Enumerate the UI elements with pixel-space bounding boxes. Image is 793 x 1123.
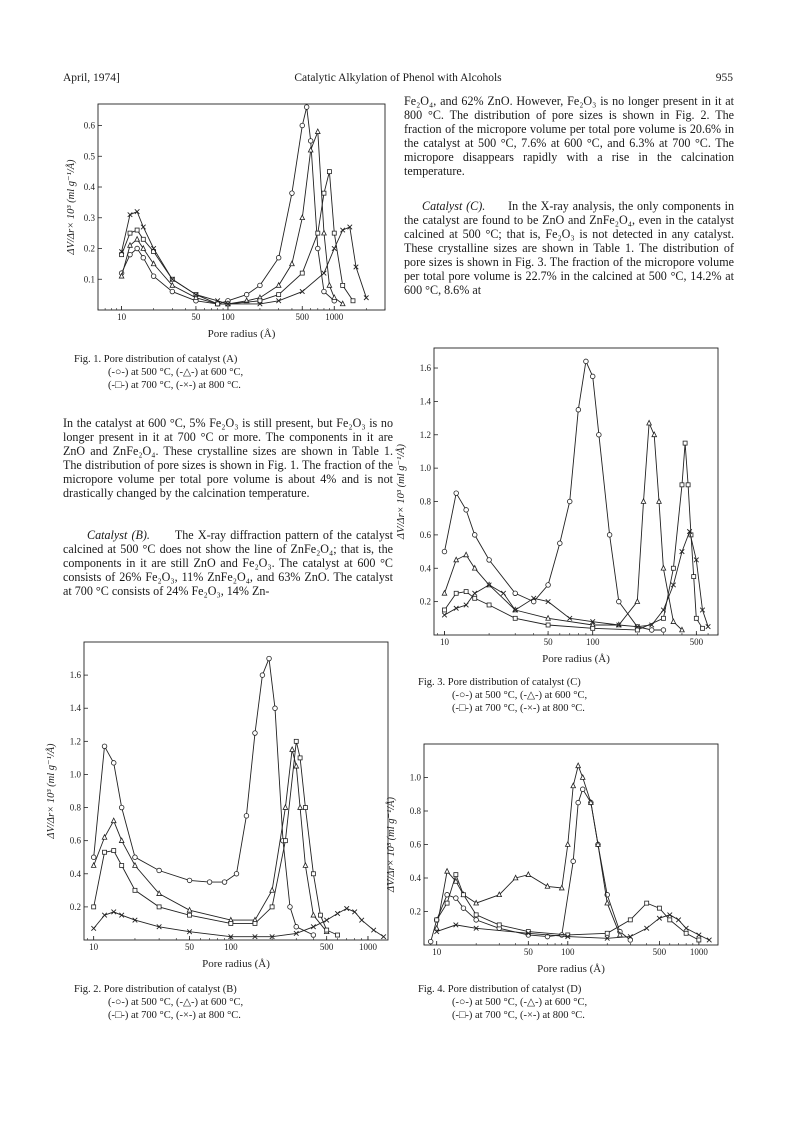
fig2-series-triangle-point	[290, 747, 295, 752]
fig2-x-tick-label: 10	[89, 942, 99, 952]
fig2-series-triangle-point	[133, 863, 138, 868]
figure-4-caption-line3: (-□-) at 700 °C, (-×-) at 800 °C.	[452, 1010, 585, 1021]
fig4-series-circle-point	[461, 906, 466, 911]
fig2-y-tick-label: 0.2	[69, 901, 81, 912]
fig3-series-square-point	[683, 441, 687, 445]
fig1-series-circle-point	[300, 123, 305, 128]
fig1-series-cross-point	[364, 295, 369, 300]
fig2-series-cross-point	[324, 918, 329, 923]
figure-3-caption-line2: (-○-) at 500 °C, (-△-) at 600 °C,	[452, 690, 588, 701]
fig1-series-cross-point	[322, 271, 327, 276]
figure-2-caption	[74, 983, 394, 1022]
fig2-series-cross-point	[91, 926, 96, 931]
fig4-y-tick-label: 0.4	[409, 873, 421, 883]
fig4-series-circle-point	[428, 939, 433, 944]
fig3-y-tick-label: 0.4	[419, 563, 431, 574]
fig2-series-circle-point	[234, 871, 239, 876]
fig3-y-tick-label: 1.6	[419, 363, 431, 374]
fig1-series-square-point	[327, 170, 331, 174]
fig2-series-cross-point	[111, 910, 116, 915]
fig2-series-triangle-point	[119, 838, 124, 843]
fig2-series-circle-point	[253, 731, 258, 736]
fig4-series-cross-point	[676, 918, 681, 923]
fig2-y-tick-label: 0.8	[69, 802, 81, 813]
fig3-series-circle-point	[576, 407, 581, 412]
fig4-series-square-point	[657, 906, 661, 910]
fig3-series-square-point	[473, 596, 477, 600]
fig4-x-tick-label: 1000	[689, 947, 708, 957]
figure-1-caption-line2: (-○-) at 500 °C, (-△-) at 600 °C,	[108, 367, 244, 378]
fig2-series-triangle-point	[111, 818, 116, 823]
fig3-x-axis-label: Pore radius (Å)	[542, 653, 610, 665]
fig1-series-square-point	[277, 293, 281, 297]
fig4-series-triangle-point	[580, 775, 585, 780]
right-paragraph-1: Fe₂O₄, and 62% ZnO. However, Fe₂O₃ is no longer present in it at 800 °C. The distribution of pore sizes is shown in Fig. 2. The fraction of the micropore volume per total pore volume is 20.6% in the catalyst at 500 °C, 7.6% at 600 °C, and 6.3% at 700 °C. The micropore disappears rapidly with a rise in the calcination temperature.	[404, 94, 734, 178]
figure-1-caption-line3: (-□-) at 700 °C, (-×-) at 800 °C.	[108, 380, 241, 391]
fig3-y-tick-label: 1.2	[419, 429, 431, 440]
fig1-x-tick-label: 500	[295, 312, 310, 322]
fig2-x-tick-label: 1000	[358, 942, 377, 952]
fig4-series-circle-point	[474, 918, 479, 923]
fig3-series-square-point	[591, 626, 595, 630]
fig1-series-square-point	[341, 283, 345, 287]
figure-3-chart	[396, 346, 722, 668]
fig1-series-triangle-point	[322, 230, 327, 235]
fig2-series-square-point	[120, 864, 124, 868]
fig2-y-tick-label: 0.4	[69, 868, 81, 879]
fig2-series-square-point	[103, 850, 107, 854]
fig4-plot-frame	[424, 744, 718, 945]
fig4-series-square-point	[684, 931, 688, 935]
fig2-series-square-point	[133, 888, 137, 892]
catalyst-b-heading: Catalyst (B).	[87, 528, 150, 542]
fig1-y-tick-label: 0.4	[83, 182, 95, 193]
fig4-x-tick-label: 50	[523, 947, 533, 957]
fig4-series-square-point	[697, 938, 701, 942]
fig4-series-square-point	[454, 873, 458, 877]
fig3-series-circle-point	[597, 432, 602, 437]
fig2-y-tick-label: 1.4	[69, 703, 81, 714]
fig4-series-square-point	[668, 918, 672, 922]
fig1-series-circle-point	[135, 246, 140, 251]
fig2-series-triangle-line	[94, 750, 327, 932]
fig3-series-cross-point	[501, 591, 506, 596]
fig1-y-tick-label: 0.1	[83, 274, 95, 285]
fig4-series-square-point	[435, 918, 439, 922]
catalyst-c-heading: Catalyst (C).	[422, 199, 486, 213]
fig3-series-cross-point	[442, 613, 447, 618]
fig2-series-circle-point	[222, 880, 227, 885]
left-paragraph-2	[63, 529, 393, 599]
fig4-series-circle-point	[454, 896, 459, 901]
fig3-series-triangle-point	[635, 599, 640, 604]
fig1-series-square-point	[128, 231, 132, 235]
fig1-series-cross-point	[141, 225, 146, 230]
fig4-series-square-point	[474, 913, 478, 917]
fig2-series-circle-point	[294, 924, 299, 929]
fig4-series-circle-line	[431, 789, 631, 942]
fig2-y-tick-label: 0.6	[69, 835, 81, 846]
fig2-series-circle-point	[207, 880, 212, 885]
fig2-series-square-point	[325, 928, 329, 932]
fig3-series-circle-point	[617, 599, 622, 604]
fig2-series-square-point	[92, 905, 96, 909]
fig4-series-triangle-point	[565, 842, 570, 847]
fig4-x-tick-label: 100	[561, 947, 575, 957]
figure-3-caption	[418, 676, 738, 715]
fig3-y-axis-label: ΔV/Δr× 10³ (ml g⁻¹/Å)	[396, 443, 407, 540]
figure-4-chart	[386, 742, 722, 980]
right-paragraph-2	[404, 200, 734, 298]
fig2-series-circle-point	[260, 673, 265, 678]
fig1-series-triangle-point	[315, 129, 320, 134]
fig3-series-circle-point	[661, 628, 666, 633]
fig2-series-circle-point	[244, 814, 249, 819]
figure-2-caption-line1: Fig. 2. Pore distribution of catalyst (B)	[74, 984, 237, 995]
fig2-series-square-point	[229, 921, 233, 925]
fig1-series-triangle-point	[340, 301, 345, 306]
fig2-series-cross-line	[94, 909, 384, 937]
fig3-x-tick-label: 500	[689, 637, 704, 647]
fig2-series-circle-point	[288, 905, 293, 910]
fig1-series-triangle-point	[327, 283, 332, 288]
fig3-series-circle-point	[472, 533, 477, 538]
page-header	[63, 72, 733, 90]
figure-2-caption-line2: (-○-) at 500 °C, (-△-) at 600 °C,	[108, 997, 244, 1008]
fig4-series-square-point	[445, 901, 449, 905]
fig4-x-tick-label: 500	[652, 947, 667, 957]
figure-2-caption-line3: (-□-) at 700 °C, (-×-) at 800 °C.	[108, 1010, 241, 1021]
right-paragraph-2-body: In the X-ray analysis, the only components in the catalyst are found to be ZnO and ZnFe₂O₄, even in the catalyst calcined at 500 °C; that is, Fe₂O₃ is not detected in any catalyst. These crystalline sizes are shown in Table 1. The distribution of pore sizes is shown in Fig. 3. The fraction of the micropore volume per total pore volume is 22.7% in the calcined at 500 °C, 14.2% at 600 °C, 8.6% at	[404, 199, 735, 297]
fig3-series-circle-point	[546, 583, 551, 588]
figure-4-caption	[418, 983, 738, 1022]
fig2-series-triangle-point	[283, 805, 288, 810]
fig2-x-tick-label: 100	[224, 942, 238, 952]
fig1-x-tick-label: 1000	[325, 312, 344, 322]
fig3-series-square-point	[661, 616, 665, 620]
fig3-series-circle-point	[487, 558, 492, 563]
fig1-series-circle-point	[151, 274, 156, 279]
fig4-series-cross-point	[697, 933, 702, 938]
fig1-y-tick-label: 0.6	[83, 120, 95, 131]
fig2-x-tick-label: 50	[185, 942, 195, 952]
fig2-series-square-point	[253, 921, 257, 925]
fig4-y-tick-label: 0.6	[409, 839, 421, 850]
fig2-y-tick-label: 1.0	[69, 769, 81, 780]
fig2-series-circle-point	[273, 706, 278, 711]
fig1-series-square-point	[300, 271, 304, 275]
fig3-y-tick-label: 0.6	[419, 529, 431, 540]
fig1-series-circle-point	[244, 292, 249, 297]
fig3-x-tick-label: 100	[585, 637, 600, 647]
fig2-series-cross-point	[311, 924, 316, 929]
fig4-y-tick-label: 1.0	[409, 772, 421, 783]
fig3-series-triangle-point	[671, 619, 676, 624]
fig2-series-circle-point	[267, 656, 272, 661]
fig3-series-circle-point	[513, 591, 518, 596]
fig3-series-triangle-point	[641, 499, 646, 504]
fig2-series-circle-point	[311, 933, 316, 938]
fig2-series-cross-point	[119, 913, 124, 918]
fig1-x-tick-label: 50	[191, 312, 201, 322]
figure-3-caption-line1: Fig. 3. Pore distribution of catalyst (C)	[418, 677, 581, 688]
fig3-series-cross-point	[454, 606, 459, 611]
fig2-series-circle-point	[133, 855, 138, 860]
fig1-series-circle-point	[128, 252, 133, 257]
fig2-x-tick-label: 500	[319, 942, 334, 952]
fig1-series-circle-point	[276, 255, 281, 260]
fig4-series-square-point	[497, 923, 501, 927]
figure-2	[46, 640, 392, 975]
fig1-series-circle-point	[322, 289, 327, 294]
fig1-series-cross-line	[122, 212, 367, 304]
fig2-series-square-point	[283, 839, 287, 843]
fig4-y-tick-label: 0.2	[409, 906, 421, 917]
fig3-series-triangle-line	[445, 423, 683, 630]
fig2-series-triangle-point	[270, 888, 275, 893]
fig1-series-cross-point	[135, 209, 140, 214]
fig3-series-square-point	[686, 483, 690, 487]
fig2-series-circle-point	[111, 761, 116, 766]
fig1-y-tick-label: 0.3	[83, 212, 95, 223]
fig3-series-square-point	[546, 623, 550, 627]
fig2-series-square-point	[318, 913, 322, 917]
fig1-series-square-point	[141, 237, 145, 241]
fig2-series-cross-point	[381, 934, 386, 939]
figure-1-chart	[60, 102, 390, 348]
fig3-series-circle-point	[558, 541, 563, 546]
fig4-series-circle-point	[580, 787, 585, 792]
fig4-series-square-point	[461, 893, 465, 897]
fig2-series-cross-point	[352, 910, 357, 915]
fig3-series-square-point	[680, 483, 684, 487]
fig2-series-square-point	[303, 806, 307, 810]
fig4-series-cross-point	[684, 926, 689, 931]
fig4-series-cross-point	[657, 916, 662, 921]
fig1-series-circle-point	[315, 246, 320, 251]
fig3-series-circle-point	[649, 628, 654, 633]
fig2-series-cross-point	[359, 918, 364, 923]
fig1-x-tick-label: 10	[117, 312, 127, 322]
fig2-y-tick-label: 1.6	[69, 670, 81, 681]
fig1-series-circle-point	[141, 255, 146, 260]
fig4-series-circle-point	[445, 892, 450, 897]
fig4-series-triangle-point	[571, 783, 576, 788]
fig3-series-square-point	[513, 616, 517, 620]
fig1-series-square-point	[351, 299, 355, 303]
fig4-y-axis-label: ΔV/Δr× 10³ (ml g⁻¹/Å)	[386, 796, 397, 893]
fig2-series-square-point	[157, 905, 161, 909]
fig2-series-triangle-point	[303, 863, 308, 868]
fig1-series-square-point	[332, 231, 336, 235]
fig3-series-cross-point	[706, 624, 711, 629]
fig3-x-tick-label: 10	[439, 637, 449, 647]
left-paragraph-1: In the catalyst at 600 °C, 5% Fe₂O₃ is still present, but Fe₂O₃ is no longer present in it at 700 °C or more. The components in it are ZnO and ZnFe₂O₄. These crystalline sizes are shown in Table 1. The distribution of pore sizes is shown in Fig. 1. The fraction of the micropore volume per total pore volume is about 4% and is not drastically changed by the calcination temperature.	[63, 416, 393, 500]
fig2-series-square-point	[294, 739, 298, 743]
fig1-series-triangle-point	[290, 261, 295, 266]
fig3-series-circle-point	[590, 374, 595, 379]
figure-1-caption	[74, 353, 394, 392]
fig1-y-tick-label: 0.5	[83, 151, 95, 162]
fig3-series-circle-point	[442, 549, 447, 554]
fig3-series-square-point	[454, 591, 458, 595]
fig1-series-cross-point	[332, 246, 337, 251]
figure-3	[396, 346, 722, 668]
fig4-x-axis-label: Pore radius (Å)	[537, 963, 605, 975]
fig1-series-triangle-point	[308, 147, 313, 152]
fig1-series-triangle-point	[300, 215, 305, 220]
fig2-series-square-point	[298, 756, 302, 760]
fig2-series-triangle-point	[298, 805, 303, 810]
fig2-series-square-point	[311, 872, 315, 876]
fig1-series-circle-point	[258, 283, 263, 288]
fig2-series-cross-point	[371, 928, 376, 933]
fig2-series-triangle-point	[294, 763, 299, 768]
fig3-series-triangle-point	[442, 591, 447, 596]
fig4-series-triangle-point	[526, 872, 531, 877]
fig4-series-triangle-point	[445, 869, 450, 874]
fig3-y-tick-label: 0.8	[419, 496, 431, 507]
fig4-series-cross-point	[667, 913, 672, 918]
fig2-series-circle-line	[94, 659, 314, 935]
header-date: April, 1974]	[63, 72, 120, 84]
fig1-x-axis-label: Pore radius (Å)	[207, 328, 276, 340]
fig2-y-tick-label: 1.2	[69, 736, 81, 747]
fig1-series-circle-point	[170, 289, 175, 294]
figure-1-caption-line1: Fig. 1. Pore distribution of catalyst (A)	[74, 354, 238, 365]
left-paragraph-2-body: The X-ray diffraction pattern of the catalyst calcined at 500 °C does not show the line of ZnFe₂O₄; that is, the components in it are still ZnO and Fe₂O₃. The catalyst at 600 °C consists of 26% Fe₂O₃, 11% ZnFe₂O₄, and 63% ZnO. The catalyst at 700 °C consists of 24% Fe₂O₃, 14% Zn-	[63, 528, 393, 598]
fig1-y-axis-label: ΔV/Δr× 10³ (ml g⁻¹/Å)	[66, 159, 77, 255]
fig3-series-circle-point	[464, 508, 469, 513]
fig2-x-axis-label: Pore radius (Å)	[202, 958, 270, 970]
fig1-series-cross-point	[340, 228, 345, 233]
fig2-series-square-point	[270, 905, 274, 909]
fig3-series-triangle-point	[657, 499, 662, 504]
fig2-series-square-point	[112, 849, 116, 853]
fig2-series-square-point	[188, 913, 192, 917]
fig3-series-square-point	[694, 616, 698, 620]
fig2-series-cross-point	[335, 911, 340, 916]
fig1-x-tick-label: 100	[221, 312, 235, 322]
fig1-series-triangle-point	[332, 295, 337, 300]
fig4-series-cross-point	[707, 938, 712, 943]
fig1-series-triangle-point	[135, 237, 140, 242]
fig4-series-triangle-point	[605, 900, 610, 905]
fig2-series-circle-point	[102, 744, 107, 749]
fig3-series-triangle-point	[661, 566, 666, 571]
fig2-series-circle-point	[91, 855, 96, 860]
fig3-series-square-point	[700, 626, 704, 630]
fig1-series-square-point	[316, 231, 320, 235]
fig3-series-triangle-point	[652, 432, 657, 437]
fig3-series-square-point	[464, 590, 468, 594]
fig1-series-circle-point	[290, 191, 295, 196]
fig3-series-circle-point	[567, 499, 572, 504]
fig3-series-circle-line	[445, 361, 664, 630]
fig2-series-cross-point	[102, 913, 107, 918]
fig3-series-circle-point	[454, 491, 459, 496]
header-title: Catalytic Alkylation of Phenol with Alcohols	[294, 72, 502, 84]
fig1-series-circle-point	[308, 139, 313, 144]
figure-2-chart	[46, 640, 392, 975]
figure-4-caption-line1: Fig. 4. Pore distribution of catalyst (D)	[418, 984, 582, 995]
fig2-y-axis-label: ΔV/Δr× 10³ (ml g⁻¹/Å)	[46, 743, 57, 839]
fig4-x-tick-label: 10	[432, 947, 442, 957]
fig1-series-circle-point	[304, 105, 309, 110]
fig3-series-circle-point	[607, 533, 612, 538]
figure-1	[60, 102, 390, 348]
fig2-series-square-point	[336, 933, 340, 937]
fig3-series-square-point	[692, 575, 696, 579]
fig2-series-triangle-point	[91, 863, 96, 868]
fig2-series-triangle-point	[311, 912, 316, 917]
figure-3-caption-line3: (-□-) at 700 °C, (-×-) at 800 °C.	[452, 703, 585, 714]
fig3-y-tick-label: 1.4	[419, 396, 431, 407]
fig2-series-circle-point	[157, 868, 162, 873]
fig1-series-square-point	[135, 228, 139, 232]
fig3-y-tick-label: 0.2	[419, 596, 431, 607]
fig4-series-square-point	[605, 931, 609, 935]
fig4-series-triangle-point	[576, 763, 581, 768]
fig1-series-cross-point	[300, 289, 305, 294]
fig4-series-circle-point	[576, 800, 581, 805]
fig1-series-square-point	[322, 191, 326, 195]
fig3-series-cross-point	[464, 603, 469, 608]
fig3-series-square-point	[671, 566, 675, 570]
fig3-series-square-point	[487, 603, 491, 607]
fig4-series-square-point	[645, 901, 649, 905]
fig3-series-square-line	[445, 443, 703, 630]
fig4-series-square-point	[628, 918, 632, 922]
fig3-x-tick-label: 50	[543, 637, 553, 647]
fig1-y-tick-label: 0.2	[83, 243, 95, 254]
fig3-series-square-point	[442, 608, 446, 612]
fig1-series-square-line	[122, 172, 353, 304]
fig4-series-circle-point	[571, 859, 576, 864]
figure-4-caption-line2: (-○-) at 500 °C, (-△-) at 600 °C,	[452, 997, 588, 1008]
fig2-series-cross-point	[344, 906, 349, 911]
figure-4	[386, 742, 722, 980]
fig2-series-circle-point	[187, 878, 192, 883]
fig3-series-triangle-point	[647, 420, 652, 425]
fig4-y-tick-label: 0.8	[409, 806, 421, 816]
fig4-series-cross-point	[644, 926, 649, 931]
fig3-y-tick-label: 1.0	[419, 463, 431, 474]
page-number: 955	[715, 72, 733, 84]
fig3-series-triangle-point	[464, 552, 469, 557]
fig2-plot-frame	[84, 642, 388, 940]
fig3-series-circle-point	[584, 359, 589, 364]
fig3-series-cross-point	[472, 591, 477, 596]
fig4-series-triangle-point	[545, 884, 550, 889]
fig2-series-circle-point	[119, 805, 124, 810]
